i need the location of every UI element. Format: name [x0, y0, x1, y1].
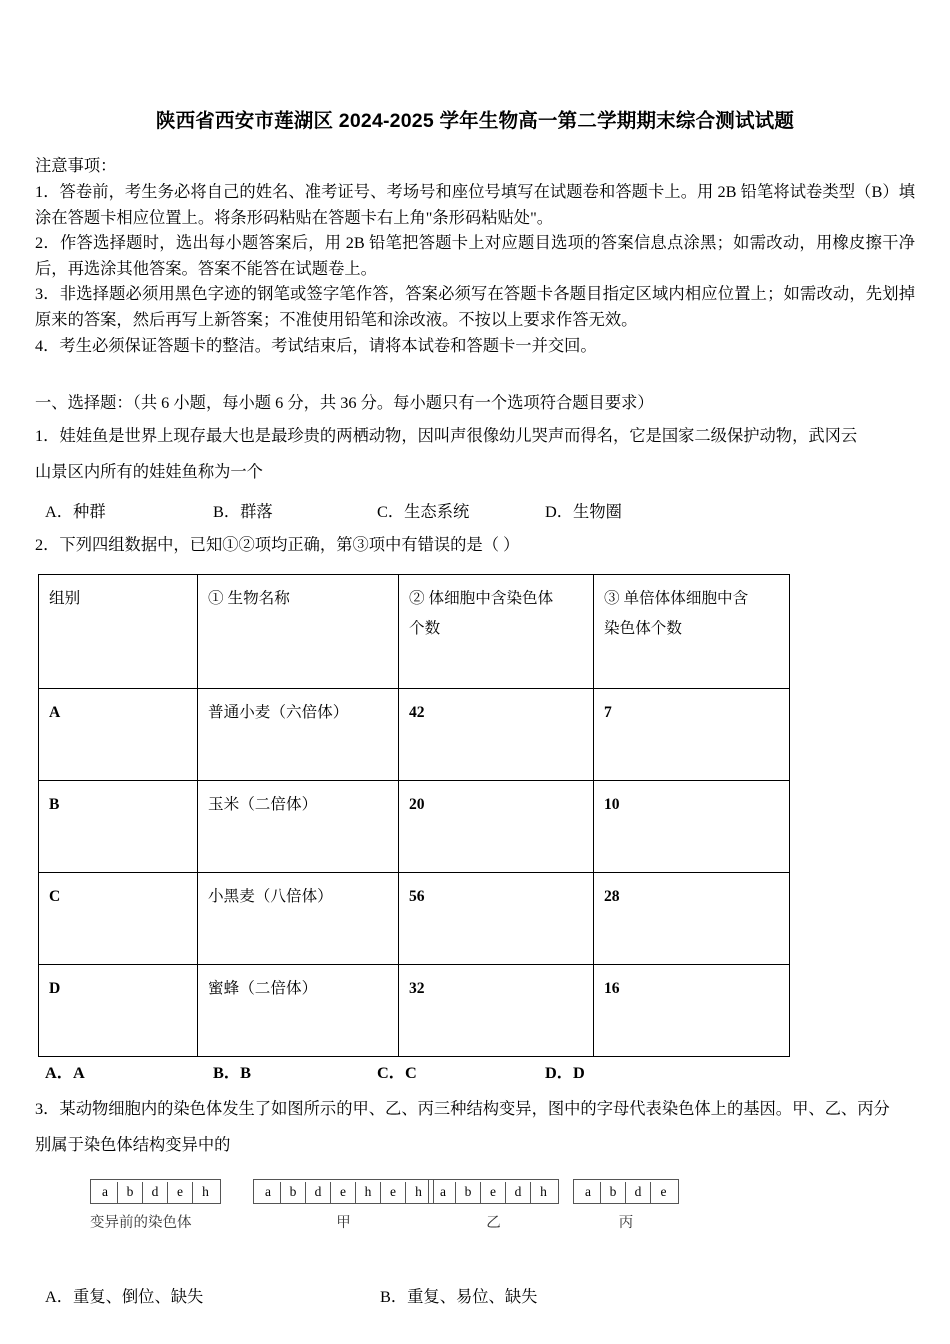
- question-1-option-d[interactable]: D．生物圈: [545, 502, 622, 522]
- table-cell-somatic-c: 56: [399, 873, 594, 965]
- gene-cell: a: [93, 1182, 118, 1203]
- section-heading-multiple-choice: 一、选择题：（共 6 小题，每小题 6 分，共 36 分。每小题只有一个选项符合题目要求）: [35, 393, 654, 413]
- table-header-haploid-line2: 染色体个数: [604, 620, 682, 638]
- chromosome-variation-diagram: [35, 1179, 915, 1257]
- table-cell-group-b: B: [39, 781, 198, 873]
- gene-cell: b: [456, 1182, 481, 1203]
- question-1-option-b[interactable]: B．群落: [213, 502, 273, 522]
- chromosome-label-yi: 乙: [486, 1215, 501, 1232]
- gene-cell: e: [481, 1182, 506, 1203]
- question-1-option-c[interactable]: C．生态系统: [377, 502, 470, 522]
- table-cell-somatic-b: 20: [399, 781, 594, 873]
- gene-cell: a: [576, 1182, 601, 1203]
- question-2-options: [35, 1059, 915, 1087]
- question-3-option-a[interactable]: A．重复、倒位、缺失: [45, 1287, 204, 1307]
- gene-cell: h: [356, 1182, 381, 1203]
- chromosome-label-original: 变异前的染色体: [90, 1215, 192, 1232]
- question-3-stem-line1: 3．某动物细胞内的染色体发生了如图所示的甲、乙、丙三种结构变异，图中的字母代表染色体上的基因。甲、乙、丙分: [35, 1099, 890, 1119]
- gene-cell: h: [540, 1184, 547, 1200]
- table-cell-group-a: A: [39, 689, 198, 781]
- page-title: 陕西省西安市莲湖区 2024-2025 学年生物高一第二学期期末综合测试试题: [155, 110, 795, 132]
- table-header-row: [39, 575, 790, 689]
- question-1-options: [35, 498, 915, 526]
- table-header-organism: ① 生物名称: [198, 575, 399, 689]
- question-1-stem-line1: 1．娃娃鱼是世界上现存最大也是最珍贵的两栖动物，因叫声很像幼儿哭声而得名，它是国家二级保护动物，武冈云: [35, 426, 858, 446]
- gene-cell: e: [660, 1184, 667, 1200]
- table-cell-group-d: D: [39, 965, 198, 1057]
- chromosome-bar-original: [90, 1179, 221, 1204]
- gene-cell: d: [506, 1182, 531, 1203]
- chromosome-label-bing: 丙: [618, 1215, 634, 1232]
- table-cell-haploid-d: 16: [594, 965, 790, 1057]
- notice-item-3: 3．非选择题必须用黑色字迹的钢笔或签字笔作答，答案必须写在答题卡各题目指定区域内相应位置上；如需改动，先划掉原来的答案，然后再写上新答案；不准使用铅笔和涂改液。不按以上要求作答无效。: [35, 284, 915, 329]
- table-header-haploid: [594, 575, 790, 689]
- gene-cell: d: [306, 1182, 331, 1203]
- gene-cell: b: [601, 1182, 626, 1203]
- gene-cell: d: [143, 1182, 168, 1203]
- question-2-option-a[interactable]: A．A: [45, 1063, 85, 1083]
- question-2-option-c[interactable]: C．C: [377, 1063, 417, 1083]
- notice-heading: 注意事项：: [35, 156, 117, 176]
- table-cell-name-c: 小黑麦（八倍体）: [198, 873, 399, 965]
- table-cell-name-a: 普通小麦（六倍体）: [198, 689, 399, 781]
- table-cell-haploid-b: 10: [594, 781, 790, 873]
- chromosome-group-jia: [253, 1179, 434, 1233]
- table-cell-somatic-d: 32: [399, 965, 594, 1057]
- table-cell-haploid-a: 7: [594, 689, 790, 781]
- question-3-stem-line2: 别属于染色体结构变异中的: [35, 1135, 231, 1155]
- question-1-stem-line2: 山景区内所有的娃娃鱼称为一个: [35, 462, 263, 482]
- chromosome-bar-jia: [253, 1179, 434, 1204]
- table-cell-name-d: 蜜蜂（二倍体）: [198, 965, 399, 1057]
- table-header-somatic-line1: ② 体细胞中含染色体: [409, 590, 554, 608]
- gene-cell: h: [415, 1184, 422, 1200]
- question-2-option-d[interactable]: D．D: [545, 1063, 585, 1083]
- notice-item-2: 2．作答选择题时，选出每小题答案后，用 2B 铅笔把答题卡上对应题目选项的答案信息点涂黑；如需改动，用橡皮擦干净后，再选涂其他答案。答案不能答在试题卷上。: [35, 233, 915, 278]
- gene-cell: a: [431, 1182, 456, 1203]
- gene-cell: b: [118, 1182, 143, 1203]
- gene-cell: d: [626, 1182, 651, 1203]
- chromosome-group-original: [90, 1179, 221, 1233]
- table-cell-haploid-c: 28: [594, 873, 790, 965]
- gene-cell: a: [256, 1182, 281, 1203]
- gene-cell: b: [281, 1182, 306, 1203]
- table-row: [39, 965, 790, 1057]
- notice-item-4: 4．考生必须保证答题卡的整洁。考试结束后，请将本试卷和答题卡一并交回。: [35, 335, 597, 355]
- notice-item-1: 1．答卷前，考生务必将自己的姓名、准考证号、考场号和座位号填写在试题卷和答题卡上。用 2B 铅笔将试卷类型（B）填涂在答题卡相应位置上。将条形码粘贴在答题卡右上角"条形码粘贴处"。: [35, 181, 915, 227]
- table-cell-somatic-a: 42: [399, 689, 594, 781]
- question-2-option-b[interactable]: B．B: [213, 1063, 252, 1083]
- question-2-stem: 2．下列四组数据中，已知①②项均正确，第③项中有错误的是（ ）: [35, 535, 520, 555]
- chromosome-group-yi: [428, 1179, 559, 1233]
- table-cell-name-b: 玉米（二倍体）: [198, 781, 399, 873]
- notice-block: [35, 153, 915, 358]
- table-header-haploid-line1: ③ 单倍体体细胞中含: [604, 590, 749, 608]
- table-header-somatic-line2: 个数: [409, 620, 441, 638]
- gene-cell: h: [202, 1184, 209, 1200]
- table-cell-group-c: C: [39, 873, 198, 965]
- chromosome-data-table: [38, 574, 790, 1057]
- table-header-group: 组别: [39, 575, 198, 689]
- chromosome-label-jia: 甲: [336, 1215, 351, 1232]
- chromosome-group-bing: [573, 1179, 679, 1233]
- table-header-somatic: [399, 575, 594, 689]
- table-row: [39, 873, 790, 965]
- question-1-option-a[interactable]: A．种群: [45, 502, 106, 522]
- gene-cell: e: [331, 1182, 356, 1203]
- table-row: [39, 781, 790, 873]
- gene-cell: e: [168, 1182, 193, 1203]
- question-3-options: [35, 1283, 915, 1311]
- gene-cell: e: [381, 1182, 406, 1203]
- chromosome-bar-yi: [428, 1179, 559, 1204]
- table-row: [39, 689, 790, 781]
- question-3-option-b[interactable]: B．重复、易位、缺失: [380, 1287, 538, 1307]
- chromosome-bar-bing: [573, 1179, 679, 1204]
